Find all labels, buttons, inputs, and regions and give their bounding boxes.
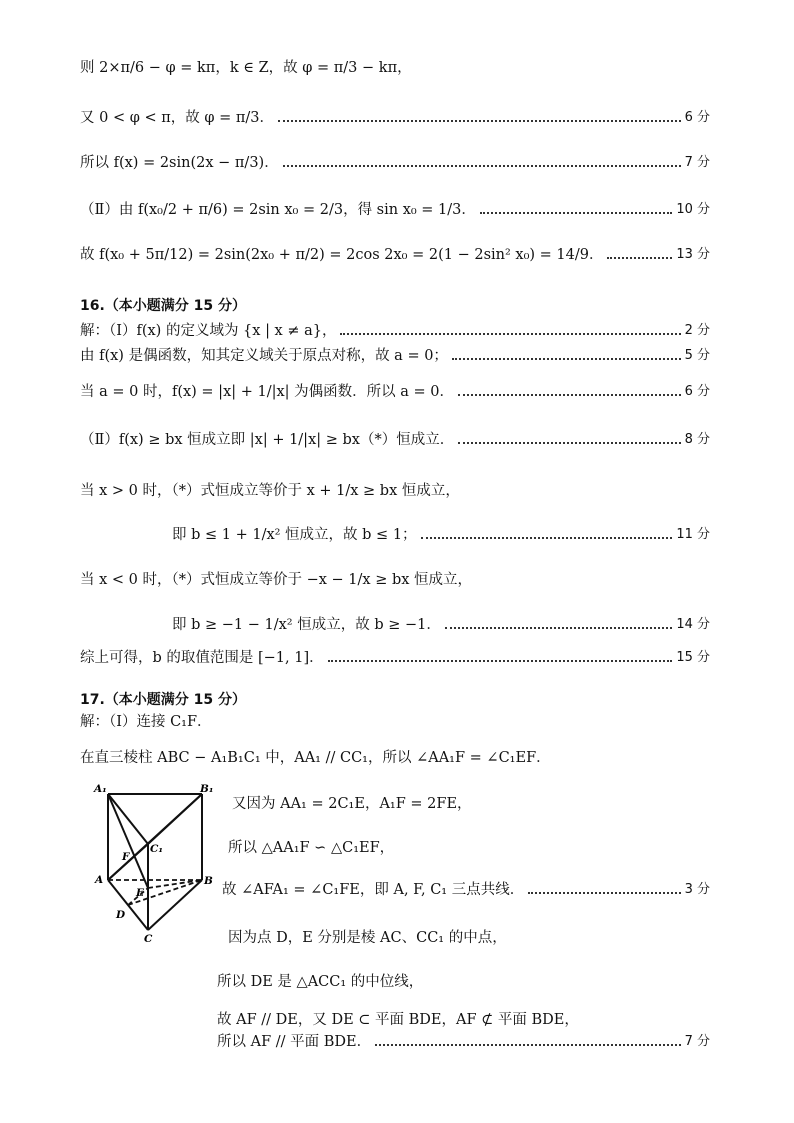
score-label: 2 分 [684, 323, 710, 338]
score-label: 6 分 [684, 110, 710, 125]
solution-line: 故 ∠AFA₁ = ∠C₁FE，即 A, F, C₁ 三点共线． 3 分 [222, 882, 710, 898]
problem-heading: 16.（本小题满分 15 分） [80, 298, 247, 314]
score-label: 3 分 [684, 882, 710, 897]
dot-leader [452, 358, 681, 360]
solution-line: 解：（Ⅰ）f(x) 的定义域为 {x | x ≠ a}， 2 分 [80, 323, 710, 339]
solution-line: 因为点 D，E 分别是棱 AC、CC₁ 的中点， [228, 930, 507, 946]
score-label: 15 分 [676, 650, 710, 665]
label-c1: C₁ [150, 843, 163, 855]
score-label: 7 分 [684, 1034, 710, 1049]
dot-leader [458, 442, 680, 444]
solution-line: 则 2×π/6 − φ = kπ，k ∈ Z，故 φ = π/3 − kπ， [80, 60, 412, 76]
label-f: F [122, 851, 130, 863]
score-label: 6 分 [684, 384, 710, 399]
solution-line: 当 x < 0 时，（*）式恒成立等价于 −x − 1/x ≥ bx 恒成立， [80, 572, 473, 588]
score-label: 5 分 [684, 348, 710, 363]
solution-line: 所以 DE 是 △ACC₁ 的中位线， [217, 974, 424, 990]
solution-line: 故 f(x₀ + 5π/12) = 2sin(2x₀ + π/2) = 2cos 2x₀ = 2(1 − 2sin² x₀) = 14/9． 13 分 [80, 247, 710, 263]
dot-leader [340, 333, 680, 335]
score-label: 7 分 [684, 155, 710, 170]
solution-line: 故 AF // DE，又 DE ⊂ 平面 BDE，AF ⊄ 平面 BDE， [217, 1012, 579, 1028]
dot-leader [278, 120, 681, 122]
solution-line: （Ⅱ）由 f(x₀/2 + π/6) = 2sin x₀ = 2/3，得 sin x₀ = 1/3． 10 分 [80, 202, 710, 218]
label-c: C [144, 933, 153, 944]
score-label: 8 分 [684, 432, 710, 447]
solution-line: 所以 AF // 平面 BDE． 7 分 [217, 1034, 710, 1050]
dot-leader [328, 660, 673, 662]
dot-leader [421, 537, 673, 539]
solution-line: 由 f(x) 是偶函数，知其定义域关于原点对称，故 a = 0； 5 分 [80, 348, 710, 364]
prism-figure [92, 784, 216, 944]
dot-leader [528, 892, 680, 894]
segment-ab1 [108, 794, 202, 880]
solution-line: 即 b ≤ 1 + 1/x² 恒成立，故 b ≤ 1； 11 分 [172, 527, 710, 543]
dot-leader [375, 1044, 680, 1046]
dot-leader [480, 212, 672, 214]
solution-line: 在直三棱柱 ABC − A₁B₁C₁ 中，AA₁ // CC₁，所以 ∠AA₁F = ∠C₁EF． [80, 750, 551, 766]
dot-leader [283, 165, 681, 167]
dot-leader [607, 257, 672, 259]
solution-line: 即 b ≥ −1 − 1/x² 恒成立，故 b ≥ −1． 14 分 [172, 617, 710, 633]
prism-diagram [92, 784, 216, 944]
score-label: 11 分 [676, 527, 710, 542]
solution-line: 又 0 < φ < π，故 φ = π/3． 6 分 [80, 110, 710, 126]
solution-line: 当 x > 0 时，（*）式恒成立等价于 x + 1/x ≥ bx 恒成立， [80, 483, 460, 499]
label-b: B [204, 875, 213, 887]
score-label: 13 分 [676, 247, 710, 262]
label-d: D [116, 909, 126, 921]
label-e: E [136, 887, 145, 899]
solution-line: 综上可得，b 的取值范围是 [−1, 1]． 15 分 [80, 650, 710, 666]
score-label: 14 分 [676, 617, 710, 632]
solution-line: 又因为 AA₁ = 2C₁E，A₁F = 2FE， [232, 796, 472, 812]
solution-line: （Ⅱ）f(x) ≥ bx 恒成立即 |x| + 1/|x| ≥ bx（*）恒成立． 8 分 [80, 432, 710, 448]
solution-line: 所以 △AA₁F ∽ △C₁EF， [228, 840, 395, 856]
label-a1: A₁ [94, 784, 107, 795]
solution-line: 当 a = 0 时，f(x) = |x| + 1/|x| 为偶函数．所以 a = 0． 6 分 [80, 384, 710, 400]
label-a: A [95, 874, 104, 886]
problem-heading: 17.（本小题满分 15 分） [80, 692, 247, 708]
label-b1: B₁ [200, 784, 214, 795]
edge-a1c1 [108, 794, 148, 844]
solution-line: 所以 f(x) = 2sin(2x − π/3)． 7 分 [80, 155, 710, 171]
solution-line: 解：（Ⅰ）连接 C₁F． [80, 714, 212, 730]
score-label: 10 分 [676, 202, 710, 217]
dot-leader [445, 627, 672, 629]
dot-leader [458, 394, 681, 396]
